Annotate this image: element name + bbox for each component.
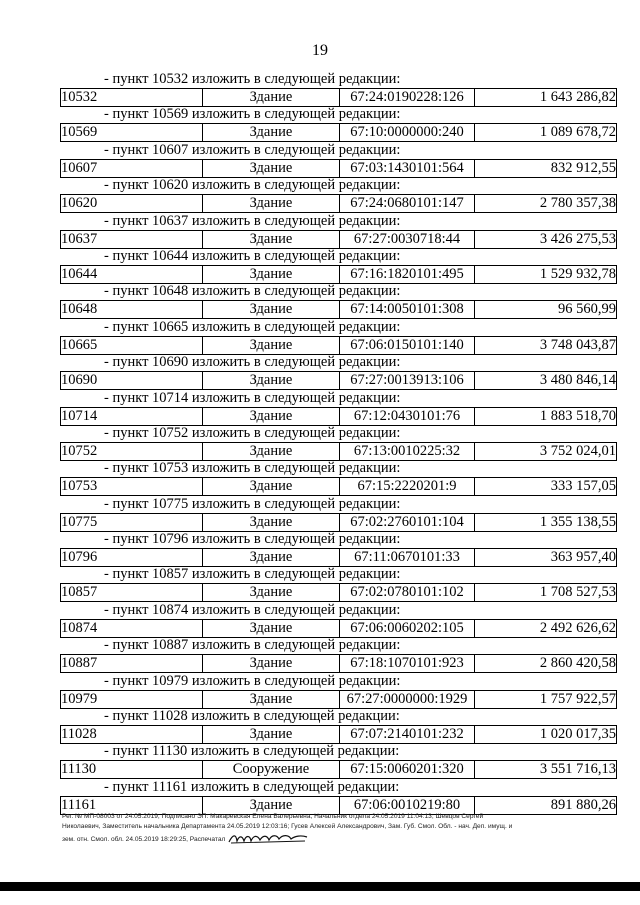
amendment-instruction: - пункт 11130 изложить в следующей редакции:	[104, 743, 400, 760]
cadastral-number: 67:24:0680101:147	[340, 195, 475, 213]
item-number: 10620	[61, 195, 203, 213]
cadastral-value: 1 643 286,82	[475, 89, 617, 107]
item-number: 10714	[61, 407, 203, 425]
object-type: Здание	[203, 549, 340, 567]
amendment-entry	[60, 142, 617, 177]
item-number: 10796	[61, 549, 203, 567]
cadastral-number: 67:06:0010219:80	[340, 796, 475, 814]
item-number: 10690	[61, 372, 203, 390]
object-type: Сооружение	[203, 761, 340, 779]
amendment-entry	[60, 213, 617, 248]
object-type: Здание	[203, 265, 340, 283]
amendment-entry	[60, 779, 617, 814]
cadastral-value: 1 708 527,53	[475, 584, 617, 602]
object-type: Здание	[203, 655, 340, 673]
amendment-entry	[60, 602, 617, 637]
item-number: 11028	[61, 726, 203, 744]
table-row	[60, 760, 617, 779]
cadastral-number: 67:07:2140101:232	[340, 726, 475, 744]
item-number: 10775	[61, 513, 203, 531]
object-type: Здание	[203, 442, 340, 460]
object-type: Здание	[203, 726, 340, 744]
cadastral-number: 67:02:0780101:102	[340, 584, 475, 602]
cadastral-number: 67:27:0000000:1929	[340, 690, 475, 708]
object-type: Здание	[203, 584, 340, 602]
item-number: 10874	[61, 619, 203, 637]
item-number: 10979	[61, 690, 203, 708]
cadastral-value: 3 752 024,01	[475, 442, 617, 460]
object-type: Здание	[203, 478, 340, 496]
object-type: Здание	[203, 796, 340, 814]
amendment-instruction: - пункт 10714 изложить в следующей редакции:	[104, 389, 401, 406]
footer-line-1: Рег. № МП-08003 от 24.05.2019, Подписано ЭП: Макаревская Елена Валерьевна, Начальник отдела 24.05.2019 11:04:13; Шевцов Сергей	[62, 813, 484, 820]
amendment-instruction: - пункт 10979 изложить в следующей редакции:	[104, 672, 401, 689]
cadastral-number: 67:10:0000000:240	[340, 124, 475, 142]
amendment-entry	[60, 283, 617, 318]
amendment-entry	[60, 106, 617, 141]
amendment-instruction: - пункт 10620 изложить в следующей редакции:	[104, 177, 401, 194]
cadastral-value: 3 551 716,13	[475, 761, 617, 779]
cadastral-number: 67:16:1820101:495	[340, 265, 475, 283]
handwritten-signature	[227, 832, 309, 844]
table-row	[60, 513, 617, 532]
cadastral-value: 1 757 922,57	[475, 690, 617, 708]
cadastral-value: 1 020 017,35	[475, 726, 617, 744]
footer-line-3: зем. отн. Смол. обл. 24.05.2019 18:29:25, Распечатал	[62, 836, 226, 843]
table-row	[60, 123, 617, 142]
cadastral-number: 67:27:0030718:44	[340, 230, 475, 248]
item-number: 10887	[61, 655, 203, 673]
amendment-instruction: - пункт 10532 изложить в следующей редакции:	[104, 71, 401, 87]
item-number: 10665	[61, 336, 203, 354]
amendment-entry	[60, 460, 617, 495]
amendment-instruction: - пункт 10775 изложить в следующей редакции:	[104, 495, 401, 512]
object-type: Здание	[203, 124, 340, 142]
amendment-instruction: - пункт 10752 изложить в следующей редакции:	[104, 424, 401, 441]
page-number: 19	[312, 42, 328, 59]
amendment-entry	[60, 354, 617, 389]
table-row	[60, 336, 617, 355]
cadastral-value: 891 880,26	[475, 796, 617, 814]
table-row	[60, 371, 617, 390]
item-number: 10752	[61, 442, 203, 460]
table-row	[60, 619, 617, 638]
object-type: Здание	[203, 372, 340, 390]
table-row	[60, 159, 617, 178]
object-type: Здание	[203, 301, 340, 319]
amendment-instruction: - пункт 10690 изложить в следующей редакции:	[104, 354, 401, 371]
cadastral-number: 67:06:0150101:140	[340, 336, 475, 354]
amendment-instruction: - пункт 11161 изложить в следующей редакции:	[104, 778, 400, 795]
amendment-entry	[60, 743, 617, 778]
amendment-entry	[60, 71, 617, 106]
amendment-instruction: - пункт 10796 изложить в следующей редакции:	[104, 531, 401, 548]
cadastral-value: 363 957,40	[475, 549, 617, 567]
item-number: 10857	[61, 584, 203, 602]
amendment-instruction: - пункт 10644 изложить в следующей редакции:	[104, 247, 401, 264]
cadastral-value: 333 157,05	[475, 478, 617, 496]
item-number: 10637	[61, 230, 203, 248]
object-type: Здание	[203, 195, 340, 213]
amendment-entry	[60, 248, 617, 283]
object-type: Здание	[203, 89, 340, 107]
cadastral-number: 67:06:0060202:105	[340, 619, 475, 637]
amendment-entry	[60, 637, 617, 672]
cadastral-value: 832 912,55	[475, 159, 617, 177]
object-type: Здание	[203, 159, 340, 177]
cadastral-number: 67:13:0010225:32	[340, 442, 475, 460]
cadastral-value: 3 480 846,14	[475, 372, 617, 390]
item-number: 10569	[61, 124, 203, 142]
cadastral-value: 2 492 626,62	[475, 619, 617, 637]
cadastral-value: 3 748 043,87	[475, 336, 617, 354]
amendment-entry	[60, 531, 617, 566]
cadastral-number: 67:15:2220201:9	[340, 478, 475, 496]
table-row	[60, 442, 617, 461]
table-row	[60, 477, 617, 496]
amendment-entry	[60, 673, 617, 708]
table-row	[60, 583, 617, 602]
table-row	[60, 88, 617, 107]
amendment-instruction: - пункт 10607 изложить в следующей редакции:	[104, 141, 401, 158]
amendment-entry	[60, 319, 617, 354]
table-row	[60, 690, 617, 709]
amendment-entry	[60, 177, 617, 212]
amendment-instruction: - пункт 10753 изложить в следующей редакции:	[104, 460, 401, 477]
cadastral-value: 1 883 518,70	[475, 407, 617, 425]
table-row	[60, 654, 617, 673]
amendment-entry	[60, 708, 617, 743]
object-type: Здание	[203, 407, 340, 425]
table-row	[60, 407, 617, 426]
object-type: Здание	[203, 690, 340, 708]
table-row	[60, 725, 617, 744]
cadastral-value: 1 529 932,78	[475, 265, 617, 283]
amendment-entry	[60, 425, 617, 460]
table-row	[60, 265, 617, 284]
item-number: 10607	[61, 159, 203, 177]
cadastral-number: 67:27:0013913:106	[340, 372, 475, 390]
amendment-instruction: - пункт 10874 изложить в следующей редакции:	[104, 601, 401, 618]
cadastral-number: 67:11:0670101:33	[340, 549, 475, 567]
amendment-entry	[60, 566, 617, 601]
table-row	[60, 194, 617, 213]
bottom-scan-bar	[0, 882, 640, 891]
table-row	[60, 230, 617, 249]
cadastral-number: 67:14:0050101:308	[340, 301, 475, 319]
amendment-instruction: - пункт 10665 изложить в следующей редакции:	[104, 318, 401, 335]
amendment-instruction: - пункт 11028 изложить в следующей редакции:	[104, 708, 400, 725]
item-number: 10648	[61, 301, 203, 319]
cadastral-value: 2 780 357,38	[475, 195, 617, 213]
cadastral-number: 67:24:0190228:126	[340, 89, 475, 107]
object-type: Здание	[203, 336, 340, 354]
cadastral-number: 67:12:0430101:76	[340, 407, 475, 425]
cadastral-number: 67:03:1430101:564	[340, 159, 475, 177]
item-number: 10753	[61, 478, 203, 496]
amendment-instruction: - пункт 10648 изложить в следующей редакции:	[104, 283, 401, 300]
amendment-instruction: - пункт 10637 изложить в следующей редакции:	[104, 212, 401, 229]
footer-line-2: Николаевич, Заместитель начальника Департамента 24.05.2019 12:03:16; Гусев Алексей Александрович, Зам. Губ. Смол. Обл. - нач. Деп. имущ. и	[62, 823, 513, 830]
cadastral-value: 1 355 138,55	[475, 513, 617, 531]
amendment-instruction: - пункт 10887 изложить в следующей редакции:	[104, 637, 401, 654]
item-number: 10532	[61, 89, 203, 107]
amendment-instruction: - пункт 10569 изложить в следующей редакции:	[104, 106, 401, 123]
amendments-list	[60, 71, 617, 814]
amendment-entry	[60, 390, 617, 425]
cadastral-value: 3 426 275,53	[475, 230, 617, 248]
amendment-instruction: - пункт 10857 изложить в следующей редакции:	[104, 566, 401, 583]
object-type: Здание	[203, 619, 340, 637]
signature-footer	[62, 812, 622, 845]
item-number: 10644	[61, 265, 203, 283]
cadastral-number: 67:02:2760101:104	[340, 513, 475, 531]
object-type: Здание	[203, 513, 340, 531]
cadastral-number: 67:18:1070101:923	[340, 655, 475, 673]
object-type: Здание	[203, 230, 340, 248]
cadastral-value: 1 089 678,72	[475, 124, 617, 142]
table-row	[60, 548, 617, 567]
item-number: 11130	[61, 761, 203, 779]
item-number: 11161	[61, 796, 203, 814]
table-row	[60, 300, 617, 319]
cadastral-number: 67:15:0060201:320	[340, 761, 475, 779]
cadastral-value: 96 560,99	[475, 301, 617, 319]
cadastral-value: 2 860 420,58	[475, 655, 617, 673]
amendment-entry	[60, 496, 617, 531]
